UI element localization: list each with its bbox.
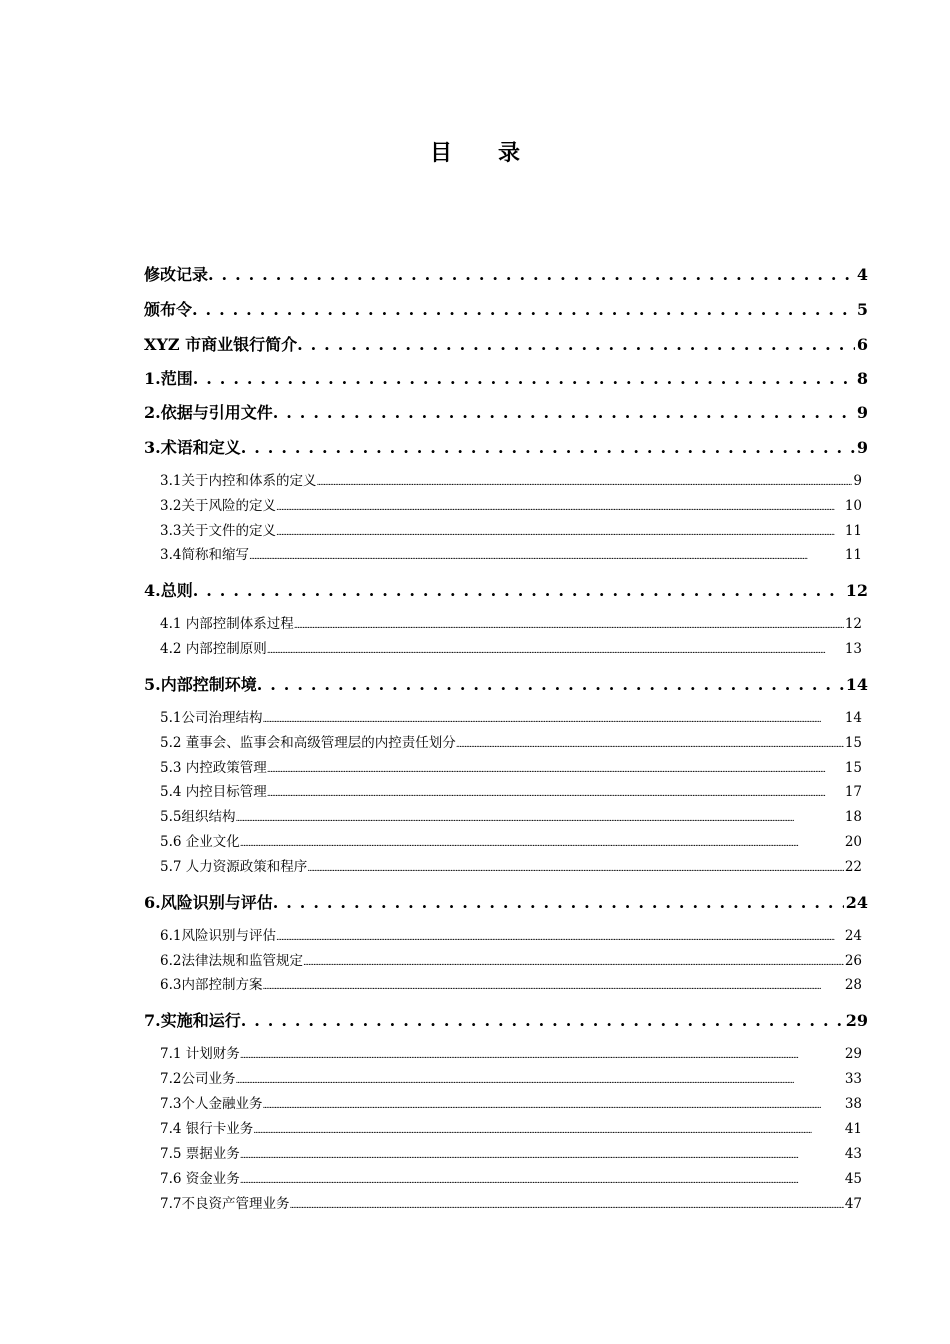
toc-entry-label: XYZ 市商业银行简介: [144, 335, 298, 354]
toc-entry-label: 颁布令: [144, 300, 193, 319]
toc-entry-page: 15: [844, 760, 862, 776]
toc-entry-page: 10: [844, 498, 862, 514]
toc-entry-label: 7.2公司业务: [160, 1071, 236, 1087]
toc-entry-label: 3.1关于内控和体系的定义: [160, 473, 317, 489]
toc-entry[interactable]: [144, 890, 868, 912]
toc-entry-label: 4.1 内部控制体系过程: [160, 616, 294, 632]
toc-subentry[interactable]: [160, 780, 862, 800]
toc-entry-label: 1.范围: [144, 369, 193, 388]
dot-leader: [273, 403, 855, 422]
toc-entry-label: 7.3个人金融业务: [160, 1096, 263, 1112]
dot-leader: [257, 675, 844, 694]
dot-leader: [193, 581, 844, 600]
toc-entry-page: 47: [844, 1196, 862, 1212]
dot-leader: [241, 438, 855, 457]
toc-entry-label: 7.6 资金业务: [160, 1171, 240, 1187]
toc-subentry[interactable]: [160, 1117, 862, 1137]
toc-entry-page: 9: [856, 438, 868, 457]
dot-leader: [289, 1201, 843, 1211]
toc-subentry[interactable]: [160, 973, 862, 993]
toc-subentry[interactable]: [160, 469, 862, 489]
toc-entry-label: 6.2法律法规和监管规定: [160, 953, 303, 969]
toc-entry-page: 33: [844, 1071, 862, 1087]
toc-entry-label: 7.1 计划财务: [160, 1046, 240, 1062]
toc-entry-label: 5.内部控制环境: [144, 675, 257, 694]
dot-leader: [262, 982, 843, 992]
toc-subentry[interactable]: [160, 519, 862, 539]
dot-leader: [240, 1151, 844, 1161]
dot-leader: [316, 478, 852, 488]
toc-entry-page: 43: [844, 1146, 862, 1162]
toc-entry-label: 7.4 银行卡业务: [160, 1121, 254, 1137]
toc-subentry[interactable]: [160, 1167, 862, 1187]
toc-entry-page: 29: [844, 1046, 862, 1062]
dot-leader: [276, 503, 844, 513]
toc-entry-label: 5.3 内控政策管理: [160, 760, 267, 776]
toc-entry-label: 5.4 内控目标管理: [160, 784, 267, 800]
toc-entry[interactable]: [144, 400, 868, 422]
dot-leader: [241, 1011, 844, 1030]
toc-entry-label: 4.总则: [144, 581, 193, 600]
page-title: 目 录: [430, 140, 520, 166]
toc-subentry[interactable]: [160, 756, 862, 776]
dot-leader: [294, 621, 844, 631]
toc-entry-page: 14: [845, 675, 868, 694]
toc-entry-page: 8: [856, 369, 868, 388]
toc-entry-label: 5.6 企业文化: [160, 834, 240, 850]
toc-entry-label: 6.3内部控制方案: [160, 977, 263, 993]
toc-entry-page: 28: [844, 977, 862, 993]
toc-entry-label: 3.3关于文件的定义: [160, 523, 276, 539]
toc-entry-label: 7.5 票据业务: [160, 1146, 240, 1162]
dot-leader: [276, 933, 844, 943]
toc-subentry[interactable]: [160, 706, 862, 726]
dot-leader: [240, 839, 844, 849]
toc-entry-page: 20: [844, 834, 862, 850]
toc-entry-page: 14: [844, 710, 862, 726]
toc-entry-page: 18: [844, 809, 862, 825]
dot-leader: [235, 814, 843, 824]
toc-entry-page: 45: [844, 1171, 862, 1187]
toc-subentry[interactable]: [160, 805, 862, 825]
toc-entry-page: 13: [844, 641, 862, 657]
dot-leader: [276, 528, 844, 538]
dot-leader: [456, 740, 844, 750]
toc-entry-label: 6.1风险识别与评估: [160, 928, 276, 944]
toc-entry-page: 41: [844, 1121, 862, 1137]
toc-subentry[interactable]: [160, 1042, 862, 1062]
toc-entry-page: 26: [844, 953, 862, 969]
toc-entry-page: 9: [853, 473, 862, 489]
toc-entry-label: 2.依据与引用文件: [144, 403, 273, 422]
toc-entry-page: 6: [856, 335, 868, 354]
dot-leader: [208, 265, 855, 284]
dot-leader: [307, 864, 844, 874]
toc-subentry[interactable]: [160, 612, 862, 632]
dot-leader: [267, 765, 844, 775]
toc-entry-page: 24: [844, 928, 862, 944]
toc-subentry[interactable]: [160, 924, 862, 944]
toc-entry[interactable]: [144, 578, 868, 600]
toc-entry-label: 4.2 内部控制原则: [160, 641, 267, 657]
toc-entry-label: 5.1公司治理结构: [160, 710, 263, 726]
toc-entry-label: 3.术语和定义: [144, 438, 241, 457]
toc-subentry[interactable]: [160, 1142, 862, 1162]
dot-leader: [267, 646, 844, 656]
toc-entry-page: 12: [844, 616, 862, 632]
toc-subentry[interactable]: [160, 1092, 862, 1112]
toc-entry-page: 5: [856, 300, 868, 319]
toc-entry-page: 29: [845, 1011, 868, 1030]
dot-leader: [240, 1051, 844, 1061]
toc-entry-page: 24: [845, 893, 868, 912]
toc-entry-page: 11: [844, 547, 862, 563]
dot-leader: [249, 552, 844, 562]
toc-subentry[interactable]: [160, 731, 862, 751]
toc-subentry[interactable]: [160, 494, 862, 514]
toc-entry[interactable]: [144, 366, 868, 388]
toc-entry-label: 3.4简称和缩写: [160, 547, 249, 563]
toc-entry-label: 7.实施和运行: [144, 1011, 241, 1030]
toc-entry-label: 5.2 董事会、监事会和高级管理层的内控责任划分: [160, 735, 456, 751]
toc-entry[interactable]: [144, 262, 868, 284]
dot-leader: [267, 789, 844, 799]
dot-leader: [262, 715, 843, 725]
dot-leader: [273, 893, 844, 912]
toc-entry-page: 12: [845, 581, 868, 600]
toc-subentry[interactable]: [160, 637, 862, 657]
toc-entry-label: 6.风险识别与评估: [144, 893, 273, 912]
toc-entry-label: 5.7 人力资源政策和程序: [160, 859, 308, 875]
dot-leader: [253, 1126, 844, 1136]
toc-entry[interactable]: [144, 332, 868, 354]
dot-leader: [297, 335, 855, 354]
toc-entry-page: 15: [844, 735, 862, 751]
toc-subentry[interactable]: [160, 1067, 862, 1087]
toc-entry-label: 5.5组织结构: [160, 809, 236, 825]
toc-entry[interactable]: [144, 1008, 868, 1030]
dot-leader: [262, 1101, 843, 1111]
toc-subentry[interactable]: [160, 830, 862, 850]
toc-entry-page: 22: [844, 859, 862, 875]
toc-entry[interactable]: [144, 672, 868, 694]
toc-entry[interactable]: [144, 297, 868, 319]
toc-entry-page: 38: [844, 1096, 862, 1112]
dot-leader: [192, 300, 855, 319]
toc-entry-page: 9: [856, 403, 868, 422]
toc-entry-label: 修改记录: [144, 265, 209, 284]
toc-entry[interactable]: [144, 435, 868, 457]
toc-subentry[interactable]: [160, 949, 862, 969]
toc-entry-page: 11: [844, 523, 862, 539]
dot-leader: [193, 369, 855, 388]
toc-subentry[interactable]: [160, 855, 862, 875]
toc-entry-label: 7.7不良资产管理业务: [160, 1196, 290, 1212]
dot-leader: [240, 1176, 844, 1186]
toc-subentry[interactable]: [160, 543, 862, 563]
dot-leader: [235, 1076, 843, 1086]
toc-entry-page: 4: [856, 265, 868, 284]
toc-subentry[interactable]: [160, 1192, 862, 1212]
toc-entry-page: 17: [844, 784, 862, 800]
toc-entry-label: 3.2关于风险的定义: [160, 498, 276, 514]
dot-leader: [303, 958, 844, 968]
